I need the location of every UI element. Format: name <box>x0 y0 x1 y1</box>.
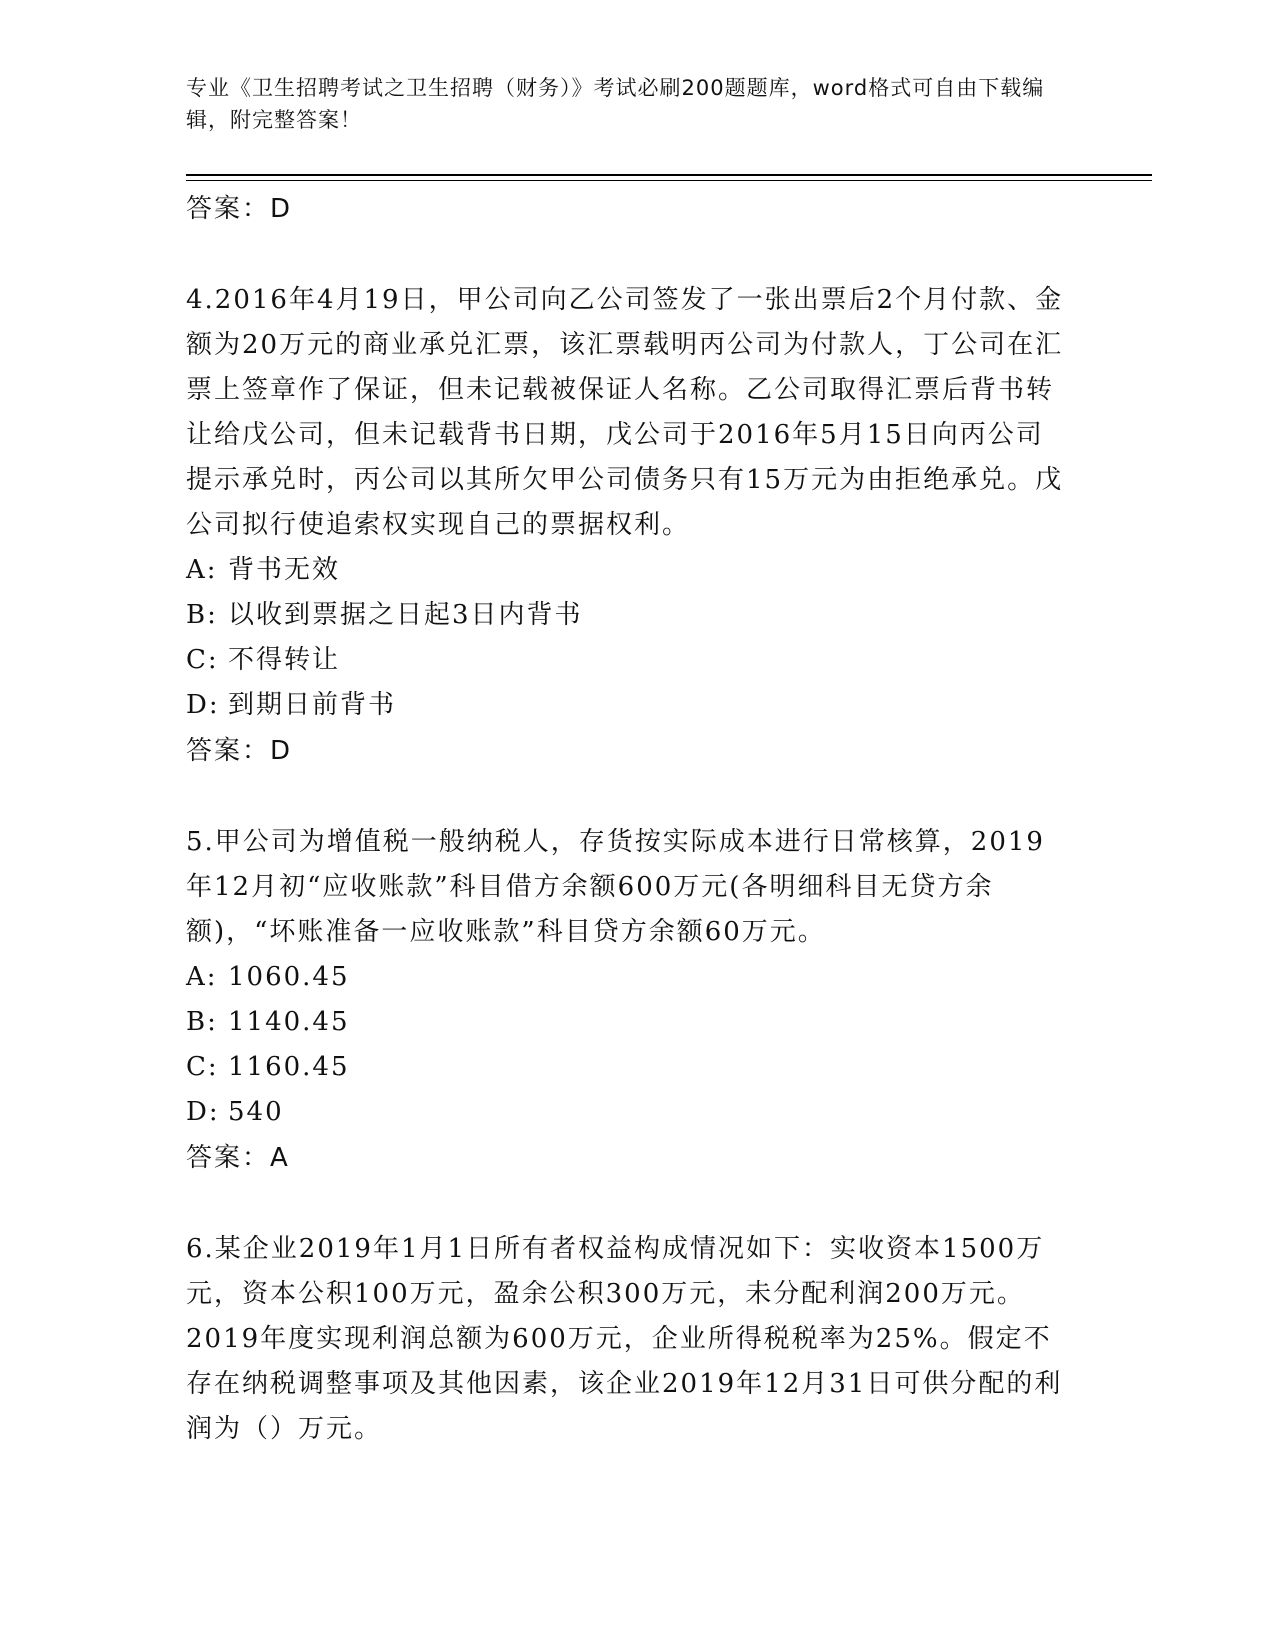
question-5-option-d <box>186 1090 1086 1135</box>
option-key: A: <box>186 555 218 585</box>
option-key: A: <box>186 962 218 992</box>
question-5-answer <box>186 1135 1086 1181</box>
page-header: 专业《卫生招聘考试之卫生招聘（财务）》考试必刷200题题库，word格式可自由下载编辑，附完整答案！ <box>186 76 1045 132</box>
option-text: 到期日前背书 <box>228 690 397 720</box>
question-4-option-b <box>186 593 1086 638</box>
answer-label: 答案： <box>186 736 271 766</box>
question-4-option-a <box>186 548 1086 593</box>
question-4-option-c <box>186 638 1086 683</box>
spacer <box>186 1181 1086 1227</box>
option-key: D: <box>186 1097 220 1127</box>
question-5-option-b <box>186 1000 1086 1045</box>
spacer <box>186 232 1086 278</box>
option-text: 背书无效 <box>228 555 341 585</box>
answer-value: A <box>270 1143 289 1173</box>
header-rule-thin <box>186 180 1152 181</box>
option-key: C: <box>186 645 219 675</box>
question-6-text: 6.某企业2019年1月1日所有者权益构成情况如下：实收资本1500万元，资本公积100万元，盈余公积300万元，未分配利润200万元。2019年度实现利润总额为600万元，企业所得税税率为25%。假定不存在纳税调整事项及其他因素，该企业2019年12月31日可供分配的利润为（）万元。 <box>186 1234 1063 1444</box>
answer-value: D <box>270 736 292 766</box>
spacer <box>186 774 1086 820</box>
option-key: D: <box>186 690 220 720</box>
question-5-text: 5.甲公司为增值税一般纳税人，存货按实际成本进行日常核算，2019年12月初“应收账款”科目借方余额600万元(各明细科目无贷方余额)，“坏账准备一应收账款”科目贷方余额60万元。 <box>186 827 1045 947</box>
question-4-answer <box>186 728 1086 774</box>
question-5-option-a <box>186 955 1086 1000</box>
option-key: C: <box>186 1052 219 1082</box>
document-body <box>186 186 1086 1452</box>
answer-value: D <box>270 194 292 224</box>
answer-label: 答案： <box>186 194 271 224</box>
option-text: 不得转让 <box>228 645 341 675</box>
question-4-text: 4.2016年4月19日，甲公司向乙公司签发了一张出票后2个月付款、金额为20万元的商业承兑汇票，该汇票载明丙公司为付款人，丁公司在汇票上签章作了保证，但未记载被保证人名称。乙公司取得汇票后背书转让给戊公司，但未记载背书日期，戊公司于2016年5月15日向丙公司提示承兑时，丙公司以其所欠甲公司债务只有15万元为由拒绝承兑。戊公司拟行使追索权实现自己的票据权利。 <box>186 285 1064 540</box>
option-text: 1060.45 <box>228 962 350 992</box>
answer-label: 答案： <box>186 1143 271 1173</box>
option-key: B: <box>186 600 218 630</box>
question-4-option-d <box>186 683 1086 728</box>
option-text: 以收到票据之日起3日内背书 <box>228 600 583 630</box>
option-text: 540 <box>228 1097 284 1127</box>
answer-line <box>186 186 1086 232</box>
option-text: 1160.45 <box>228 1052 350 1082</box>
question-5-option-c <box>186 1045 1086 1090</box>
option-text: 1140.45 <box>228 1007 350 1037</box>
header-rule-thick <box>186 174 1152 176</box>
option-key: B: <box>186 1007 218 1037</box>
